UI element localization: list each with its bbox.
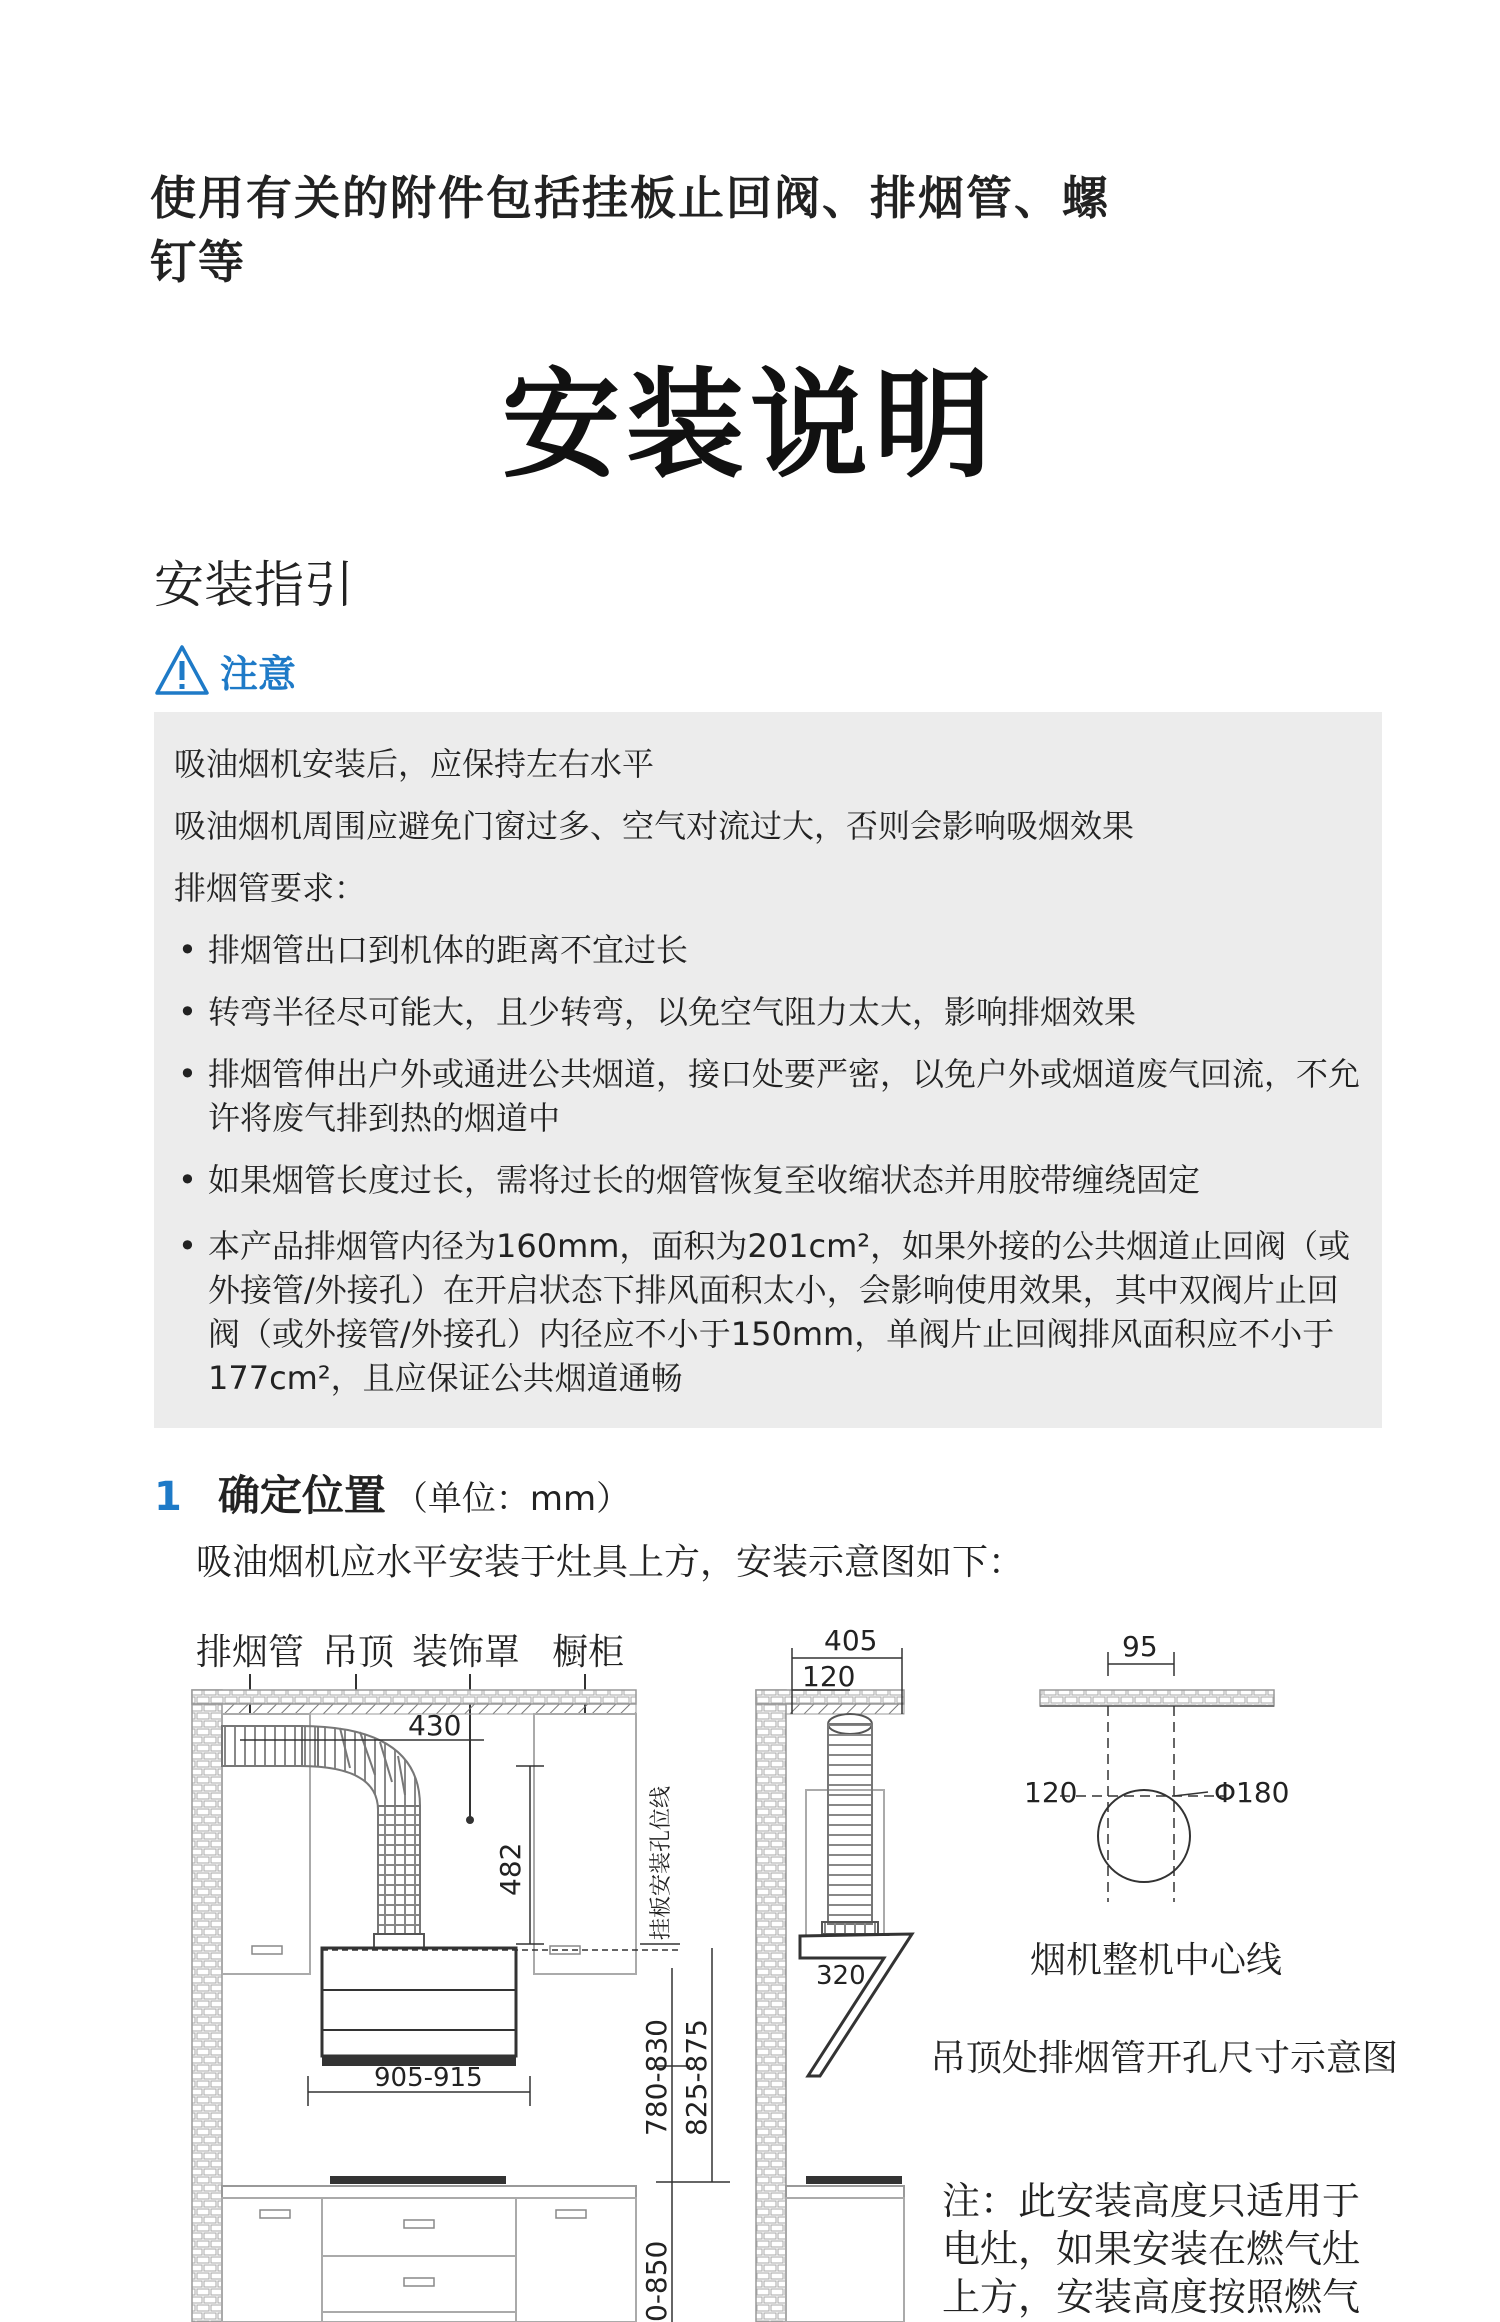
exhaust-hole-circle xyxy=(1098,1790,1190,1882)
cabinet-handle xyxy=(404,2220,434,2228)
hood-side-profile xyxy=(800,1934,912,2076)
hood-collar xyxy=(374,1934,424,1948)
label-hole-caption: 吊顶处排烟管开孔尺寸示意图 xyxy=(930,2038,1399,2079)
bullet-dot: • xyxy=(178,1055,197,1093)
label-hanger-hole-line: 挂板安装孔位线 xyxy=(649,1785,674,1940)
dim-405: 405 xyxy=(824,1624,878,1657)
side-pipe-collar xyxy=(822,1922,878,1934)
notice-line: 吸油烟机周围应避免门窗过多、空气对流过大，否则会影响吸烟效果 xyxy=(174,807,1135,845)
note-line: 电灶，如果安装在燃气灶 xyxy=(942,2227,1361,2271)
bullet-text: 排烟管伸出户外或通进公共烟道，接口处要严密，以免户外或烟道废气回流，不允许将废气排到热的烟道中 xyxy=(208,1055,1361,1137)
notice-box xyxy=(154,712,1382,1428)
side-wall xyxy=(756,1690,786,2322)
side-suspended-ceiling xyxy=(786,1704,904,1714)
label-ceiling: 吊顶 xyxy=(322,1632,395,1673)
step-title: 确定位置 xyxy=(217,1471,386,1520)
notice-line: 吸油烟机安装后，应保持左右水平 xyxy=(174,745,655,783)
cabinet-handle xyxy=(556,2210,586,2218)
stove-top xyxy=(330,2176,506,2184)
hood-body xyxy=(322,1948,516,2056)
step-number: 1 xyxy=(154,1474,182,1520)
dim-905: 905-915 xyxy=(374,2063,483,2093)
dim-180: Φ180 xyxy=(1214,1776,1290,1809)
page-title: 安装说明 xyxy=(501,356,998,494)
dim-0-850: 0-850 xyxy=(640,2240,673,2322)
bullet-dot: • xyxy=(178,931,197,969)
note-line: 上方，安装高度按照燃气 xyxy=(942,2275,1361,2319)
cabinet-handle xyxy=(404,2278,434,2286)
step-unit: （单位：mm） xyxy=(393,1479,631,1519)
warning-label: 注意 xyxy=(220,651,297,696)
installation-note xyxy=(942,2177,1382,2321)
side-base-cabinet xyxy=(786,2198,904,2322)
dim-482: 482 xyxy=(494,1842,527,1896)
dim-120-side: 120 xyxy=(802,1660,856,1693)
side-pipe xyxy=(828,1724,872,1924)
bullet-text: 本产品排烟管内径为160mm，面积为201cm²，如果外接的公共烟道止回阀（或外接管/外接孔）在开启状态下排风面积太小，会影响使用效果，其中双阀片止回阀（或外接管/外接孔）内径应不小于150mm，单阀片止回阀排风面积应不小于177cm²，且应保证公共烟道通畅 xyxy=(208,1227,1351,1397)
bullet-dot: • xyxy=(178,1227,197,1265)
dim-120-hole: 120 xyxy=(1024,1776,1078,1809)
step-description: 吸油烟机应水平安装于灶具上方，安装示意图如下： xyxy=(196,1542,1025,1583)
note-line: 注：此安装高度只适用于 xyxy=(942,2179,1361,2223)
upper-cabinet-right xyxy=(534,1714,636,1974)
label-cover: 装饰罩 xyxy=(412,1632,521,1673)
dim-95: 95 xyxy=(1122,1630,1158,1663)
step-heading xyxy=(154,1463,630,1523)
label-exhaust-pipe: 排烟管 xyxy=(196,1632,305,1673)
bullet-text: 排烟管出口到机体的距离不宜过长 xyxy=(208,931,689,969)
exhaust-pipe-horizontal xyxy=(222,1726,302,1766)
hole-ceiling-slab xyxy=(1040,1690,1274,1706)
notice-line: 排烟管要求： xyxy=(174,869,367,907)
side-stove-top xyxy=(806,2176,902,2184)
label-center-line: 烟机整机中心线 xyxy=(1030,1940,1283,1981)
dim-825-875: 825-875 xyxy=(680,2019,713,2136)
bullet-dot: • xyxy=(178,1161,197,1199)
dim-320: 320 xyxy=(816,1961,866,1991)
leader-dot xyxy=(466,1816,474,1824)
side-countertop xyxy=(786,2186,904,2198)
warning-heading xyxy=(154,640,296,700)
bullet-dot: • xyxy=(178,993,197,1031)
section-title: 安装指引 xyxy=(154,556,354,614)
warning-triangle-icon xyxy=(154,644,210,696)
left-wall xyxy=(192,1690,222,2322)
exhaust-pipe-vertical xyxy=(378,1806,420,1944)
countertop xyxy=(222,2186,636,2198)
cabinet-handle xyxy=(252,1946,282,1954)
dim-430: 430 xyxy=(408,1709,462,1742)
ceiling-slab xyxy=(192,1690,636,1704)
cut-off-header-text: 使用有关的附件包括挂板止回阀、排烟管、螺钉等 xyxy=(150,171,1110,289)
dim-780-830: 780-830 xyxy=(640,2019,673,2136)
cabinet-handle xyxy=(260,2210,290,2218)
label-cabinet: 橱柜 xyxy=(552,1632,625,1673)
bullet-text: 转弯半径尽可能大，且少转弯，以免空气阻力太大，影响排烟效果 xyxy=(208,993,1137,1031)
bullet-text: 如果烟管长度过长，需将过长的烟管恢复至收缩状态并用胶带缠绕固定 xyxy=(208,1161,1201,1199)
